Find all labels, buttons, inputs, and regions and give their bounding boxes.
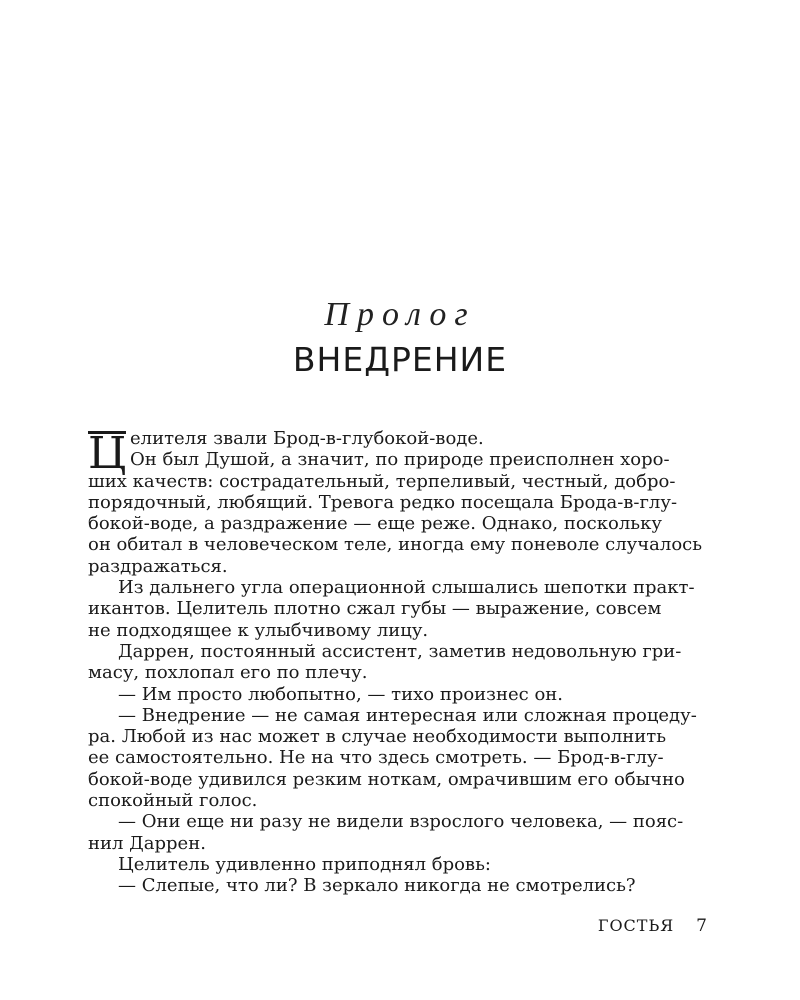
text-line: бокой-воде удивился резким ноткам, омрачившим его обычно: [88, 768, 685, 790]
text-line: Целитель удивленно приподнял бровь:: [118, 853, 491, 875]
text-line: порядочный, любящий. Тревога редко посещала Брода-в-глу-: [88, 491, 678, 513]
text-line: Он был Душой, а значит, по природе преисполнен хоро-: [130, 449, 670, 471]
drop-cap: Ц: [88, 428, 127, 479]
text-line: икантов. Целитель плотно сжал губы — выражение, совсем: [88, 598, 662, 620]
text-line: масу, похлопал его по плечу.: [88, 662, 368, 684]
text-line: — Им просто любопытно, — тихо произнес он.: [118, 683, 563, 705]
text-line: елителя звали Брод-в-глубокой-воде.: [130, 428, 484, 449]
text-line: ее самостоятельно. Не на что здесь смотреть. — Брод-в-глу-: [88, 747, 664, 769]
running-head: ГОСТЬЯ: [597, 916, 675, 935]
body-text: [88, 428, 714, 897]
page-footer: [598, 916, 708, 936]
text-line: — Слепые, что ли? В зеркало никогда не смотрелись?: [118, 875, 636, 897]
text-line: нил Даррен.: [88, 832, 206, 854]
text-line: Из дальнего угла операционной слышались шепотки практ-: [118, 577, 695, 599]
chapter-title: ВНЕДРЕНИЕ: [292, 340, 508, 379]
chapter-kicker: Пролог: [324, 296, 476, 333]
text-line: не подходящее к улыбчивому лицу.: [88, 619, 429, 641]
text-line: — Внедрение — не самая интересная или сложная процеду-: [118, 704, 697, 726]
text-line: раздражаться.: [88, 555, 228, 577]
text-line: ра. Любой из нас может в случае необходимости выполнить: [88, 726, 667, 748]
text-line: спокойный голос.: [88, 790, 258, 812]
text-line: — Они еще ни разу не видели взрослого человека, — пояс-: [118, 811, 684, 833]
page-number: 7: [696, 916, 708, 936]
text-line: ших качеств: сострадательный, терпеливый, честный, добро-: [88, 470, 676, 492]
text-line: он обитал в человеческом теле, иногда ему поневоле случалось: [88, 534, 703, 556]
text-line: бокой-воде, а раздражение — еще реже. Однако, поскольку: [88, 513, 662, 535]
text-line: Даррен, постоянный ассистент, заметив недовольную гри-: [118, 640, 682, 662]
